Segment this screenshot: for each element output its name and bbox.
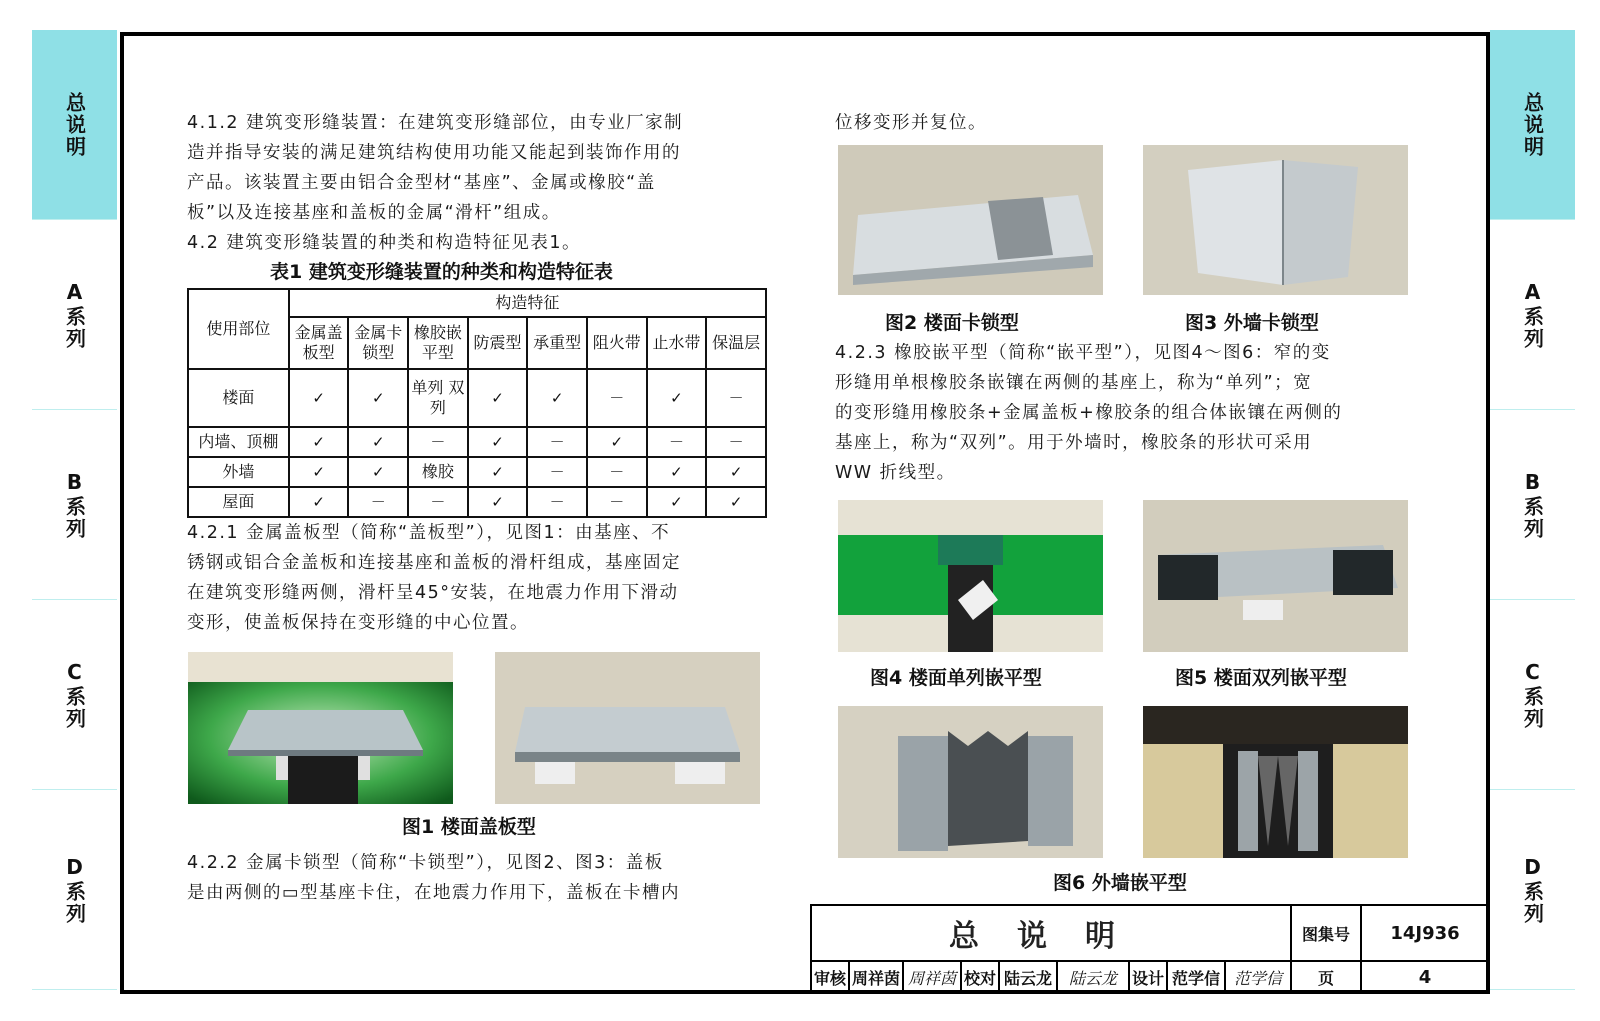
fig3-caption: 图3 外墙卡锁型 [1185, 312, 1319, 334]
right-side-tabs [1490, 30, 1575, 990]
table-caption: 表1 建筑变形缝装置的种类和构造特征表 [270, 261, 613, 283]
paragraph-4-2-2-cont: 位移变形并复位。 [835, 113, 987, 133]
left-side-tabs [32, 30, 117, 990]
col-header: 金属卡锁型 [348, 317, 408, 369]
paragraph-4-2-2: 4.2.2 金属卡锁型（简称“卡锁型”），见图2、图3：盖板 是由两侧的▭型基座卡住，在地震力作用下，盖板在卡槽内 [187, 853, 681, 903]
col-header: 橡胶嵌平型 [408, 317, 468, 369]
fig1-photo-a [188, 652, 453, 804]
page-number: 4 [1362, 962, 1490, 994]
fig1-photo-b [495, 652, 760, 804]
col-header: 阻火带 [587, 317, 647, 369]
reviewer-signature: 周祥茵 [904, 962, 962, 994]
fig5-photo [1143, 500, 1408, 652]
page-label: 页 [1292, 962, 1362, 994]
side-tab-general-right[interactable]: 总说明 [1490, 30, 1575, 220]
table-row: 楼面 ✓ ✓ 单列 双列 ✓ ✓ － ✓ － [188, 369, 766, 427]
paragraph-4-1-2: 4.1.2 建筑变形缝装置：在建筑变形缝部位，由专业厂家制 造并指导安装的满足建筑结构使用功能又能起到装饰作用的 产品。该装置主要由铝合金型材“基座”、金属或橡胶“盖 板”以及连接基座和盖板的金属“滑杆”组成。 [187, 113, 684, 223]
review-label: 审核 [812, 962, 850, 994]
col-header: 承重型 [527, 317, 587, 369]
col-header: 金属盖板型 [289, 317, 349, 369]
side-tab-d-series[interactable]: D系列 [32, 790, 117, 990]
fig6-photo-b [1143, 706, 1408, 858]
reviewer-name: 周祥茵 [850, 962, 904, 994]
paragraph-4-2: 4.2 建筑变形缝装置的种类和构造特征见表1。 [187, 233, 582, 253]
paragraph-4-2-3: 4.2.3 橡胶嵌平型（简称“嵌平型”），见图4～图6：窄的变 形缝用单根橡胶条嵌镶在两侧的基座上，称为“单列”；宽 的变形缝用橡胶条+金属盖板+橡胶条的组合体嵌镶在两侧的 基座上，称为“双列”。用于外墙时，橡胶条的形状可采用 WW 折线型。 [835, 343, 1343, 483]
designer-name: 范学信 [1168, 962, 1226, 994]
atlas-number: 14J936 [1362, 906, 1490, 962]
spec-table [187, 288, 767, 518]
table-row: 屋面 ✓ － － ✓ － － ✓ ✓ [188, 487, 766, 517]
fig3-photo [1143, 145, 1408, 295]
fig4-caption: 图4 楼面单列嵌平型 [870, 667, 1042, 689]
check-label: 校对 [962, 962, 1000, 994]
side-tab-a-series[interactable]: A系列 [32, 220, 117, 410]
table-row: 内墙、顶棚 ✓ ✓ － ✓ － ✓ － － [188, 427, 766, 457]
atlas-label: 图集号 [1292, 906, 1362, 962]
col-header: 保温层 [706, 317, 766, 369]
side-tab-c-series-right[interactable]: C系列 [1490, 600, 1575, 790]
checker-name: 陆云龙 [1000, 962, 1058, 994]
side-tab-b-series[interactable]: B系列 [32, 410, 117, 600]
table-row: 外墙 ✓ ✓ 橡胶 ✓ － － ✓ ✓ [188, 457, 766, 487]
fig4-photo [838, 500, 1103, 652]
side-tab-c-series[interactable]: C系列 [32, 600, 117, 790]
fig2-caption: 图2 楼面卡锁型 [885, 312, 1019, 334]
side-tab-general[interactable]: 总说明 [32, 30, 117, 220]
table-header-group: 构造特征 [289, 289, 766, 317]
sheet-title: 总说明 [812, 906, 1292, 962]
side-tab-d-series-right[interactable]: D系列 [1490, 790, 1575, 990]
table-header-place: 使用部位 [188, 289, 289, 369]
design-label: 设计 [1130, 962, 1168, 994]
fig2-photo [838, 145, 1103, 295]
fig6-caption: 图6 外墙嵌平型 [1053, 872, 1187, 894]
paragraph-4-2-1: 4.2.1 金属盖板型（简称“盖板型”），见图1：由基座、不 锈钢或铝合金盖板和连接基座和盖板的滑杆组成，基座固定 在建筑变形缝两侧，滑杆呈45°安装，在地震力作用下滑动 变形，使盖板保持在变形缝的中心位置。 [187, 523, 681, 633]
side-tab-b-series-right[interactable]: B系列 [1490, 410, 1575, 600]
designer-signature: 范学信 [1226, 962, 1292, 994]
col-header: 止水带 [647, 317, 707, 369]
checker-signature: 陆云龙 [1058, 962, 1130, 994]
fig5-caption: 图5 楼面双列嵌平型 [1175, 667, 1347, 689]
fig1-caption: 图1 楼面盖板型 [402, 816, 536, 838]
col-header: 防震型 [468, 317, 528, 369]
title-block [810, 904, 1490, 994]
fig6-photo-a [838, 706, 1103, 858]
side-tab-a-series-right[interactable]: A系列 [1490, 220, 1575, 410]
